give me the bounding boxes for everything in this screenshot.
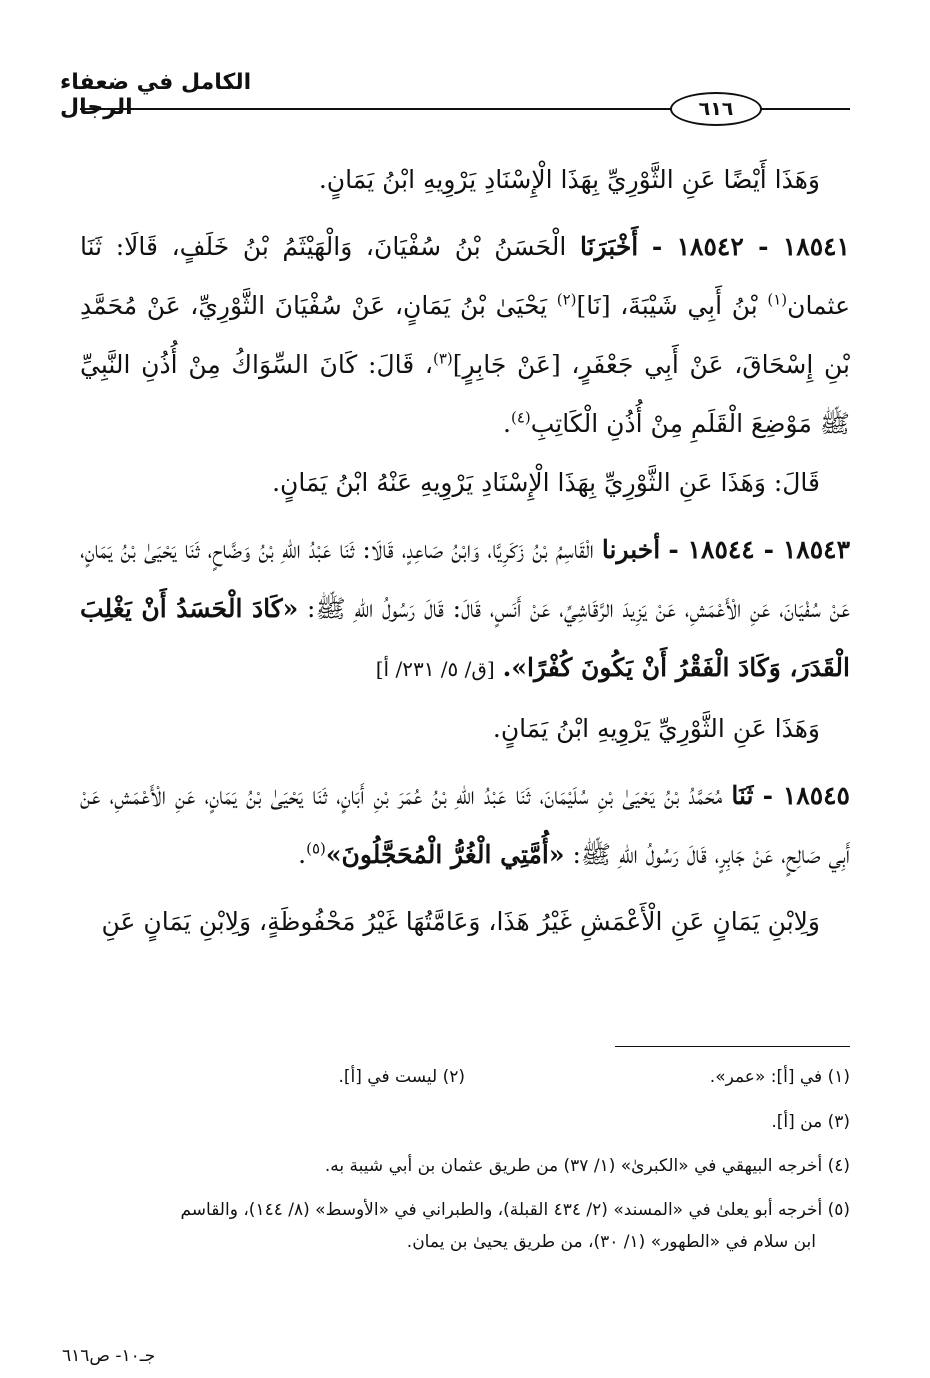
paragraph-7: وَلِابْنِ يَمَانٍ عَنِ الْأَعْمَشِ غَيْرُ هَذَا، وَعَامَّتُهَا غَيْرُ مَحْفُوظَةٍ، وَلِابْنِ يَمَانٍ عَنِ [101, 907, 820, 936]
footnote-row [80, 1062, 850, 1106]
footnote-5: (٥) أخرجه أبو يعلىٰ في «المسند» (٢/ ٤٣٤ القبلة)، والطبراني في «الأوسط» (٨/ ١٤٤)، والقاسم [180, 1200, 850, 1220]
hadith-18541 [80, 217, 850, 453]
isnad-text: الْحَسَنُ بْنُ سُفْيَانَ، وَالْهَيْثَمُ بْنُ خَلَفٍ، قَالَا: ثَنَا عثمان [80, 232, 850, 320]
footnote-ref-4[interactable]: (٤) [510, 408, 531, 427]
footnote-ref-3[interactable]: (٣) [432, 349, 453, 368]
footnote-1: (١) في [أ]: «عمر». [709, 1067, 850, 1087]
manuscript-ref: [ق/ ٥/ ٢٣١/ أ] [375, 657, 495, 681]
footnote-4: (٤) أخرجه البيهقي في «الكبرىٰ» (١/ ٣٧) من طريق عثمان بن أبي شيبة به. [324, 1156, 850, 1176]
running-title: الكامل في ضعفاء الرجال [60, 70, 252, 120]
footnote-ref-1[interactable]: (١) [767, 290, 788, 309]
narration-verb: ثَنَا [731, 781, 754, 810]
paragraph-1: وَهَذَا أَيْضًا عَنِ الثَّوْرِيِّ بِهَذَا الْإِسْنَادِ يَرْوِيهِ ابْنُ يَمَانٍ. [318, 165, 820, 194]
hadith-number: ١٨٥٤٣ - ١٨٥٤٤ - [668, 535, 850, 564]
isnad-text: الْقَاسِمُ بْنُ زَكَرِيَّا، وَابْنُ صَاعِدٍ، قَالَا: ثَنَا عَبْدُ اللهِ بْنُ وَضَّاحٍ، ثَنَا يَحْيَىٰ بْنُ يَمَانٍ، عَنْ سُفْيَانَ، عَنِ الْأَعْمَشِ، عَنْ يَزِيدَ الرَّقَاشِيِّ، عَنْ أَنَسٍ، قَالَ: قَالَ رَسُولُ اللهِ ﷺ: [80, 535, 851, 623]
matn-text: ، قَالَ: كَانَ السِّوَاكُ مِنْ أُذُنِ النَّبِيِّ ﷺ مَوْضِعَ الْقَلَمِ مِنْ أُذُنِ الْكَاتِبِ [80, 350, 850, 438]
hadith-18545 [80, 766, 850, 884]
paragraph-5: وَهَذَا عَنِ الثَّوْرِيِّ يَرْوِيهِ ابْنُ يَمَانٍ. [492, 714, 820, 743]
isnad-text: بْنُ أَبِي شَيْبَةَ، [نَا] [576, 291, 758, 320]
footnote-5-continued: ابن سلام في «الطهور» (١/ ٣٠)، من طريق يحيىٰ بن يمان. [406, 1232, 816, 1252]
narration-verb: أخبرنا [601, 535, 661, 564]
volume-page-ref: جـ١٠- ص٦١٦ [62, 1346, 156, 1366]
narration-verb: أَخْبَرَنَا [579, 232, 639, 261]
hadith-number: ١٨٥٤١ - ١٨٥٤٢ - [651, 232, 850, 261]
footnote-ref-5[interactable]: (٥) [306, 839, 326, 858]
paragraph-3: قَالَ: وَهَذَا عَنِ الثَّوْرِيِّ بِهَذَا الْإِسْنَادِ يَرْوِيهِ عَنْهُ ابْنُ يَمَانٍ. [272, 468, 820, 497]
footnotes [80, 1062, 850, 1270]
isnad-text: يَحْيَىٰ بْنُ يَمَانٍ، عَنْ سُفْيَانَ الثَّوْرِيِّ، عَنْ مُحَمَّدِ بْنِ إِسْحَاقَ، عَنْ أَبِي جَعْفَرٍ، [عَنْ جَابِرٍ] [80, 291, 850, 379]
period: . [503, 409, 511, 438]
hadith-18543 [80, 520, 850, 699]
isnad-text: مُحَمَّدُ بْنُ يَحْيَىٰ بْنِ سُلَيْمَانَ، ثَنَا عَبْدُ اللهِ بْنُ عُمَرَ بْنِ أَبَانٍ، ثَنَا يَحْيَىٰ بْنُ يَمَانٍ، عَنِ الْأَعْمَشِ، عَنْ أَبِي صَالِحٍ، عَنْ جَابِرٍ، قَالَ رَسُولُ اللهِ ﷺ: [80, 781, 850, 869]
footnote-ref-2[interactable]: (٢) [556, 290, 577, 309]
footnote-2: (٢) ليست في [أ]. [338, 1067, 465, 1087]
page-number-badge: ٦١٦ [670, 92, 762, 126]
main-text [80, 150, 850, 951]
footnote-rule [615, 1046, 850, 1047]
hadith-number: ١٨٥٤٥ - [762, 781, 850, 810]
footnote-3: (٣) من [أ]. [771, 1112, 850, 1132]
hadith-text: «أُمَّتِي الْغُرُّ الْمُحَجَّلُونَ» [325, 840, 565, 869]
hadith-text: «كَادَ الْحَسَدُ أَنْ يَغْلِبَ الْقَدَرَ، وَكَادَ الْفَقْرُ أَنْ يَكُونَ كُفْرًا». [80, 594, 850, 682]
period: . [298, 840, 307, 869]
